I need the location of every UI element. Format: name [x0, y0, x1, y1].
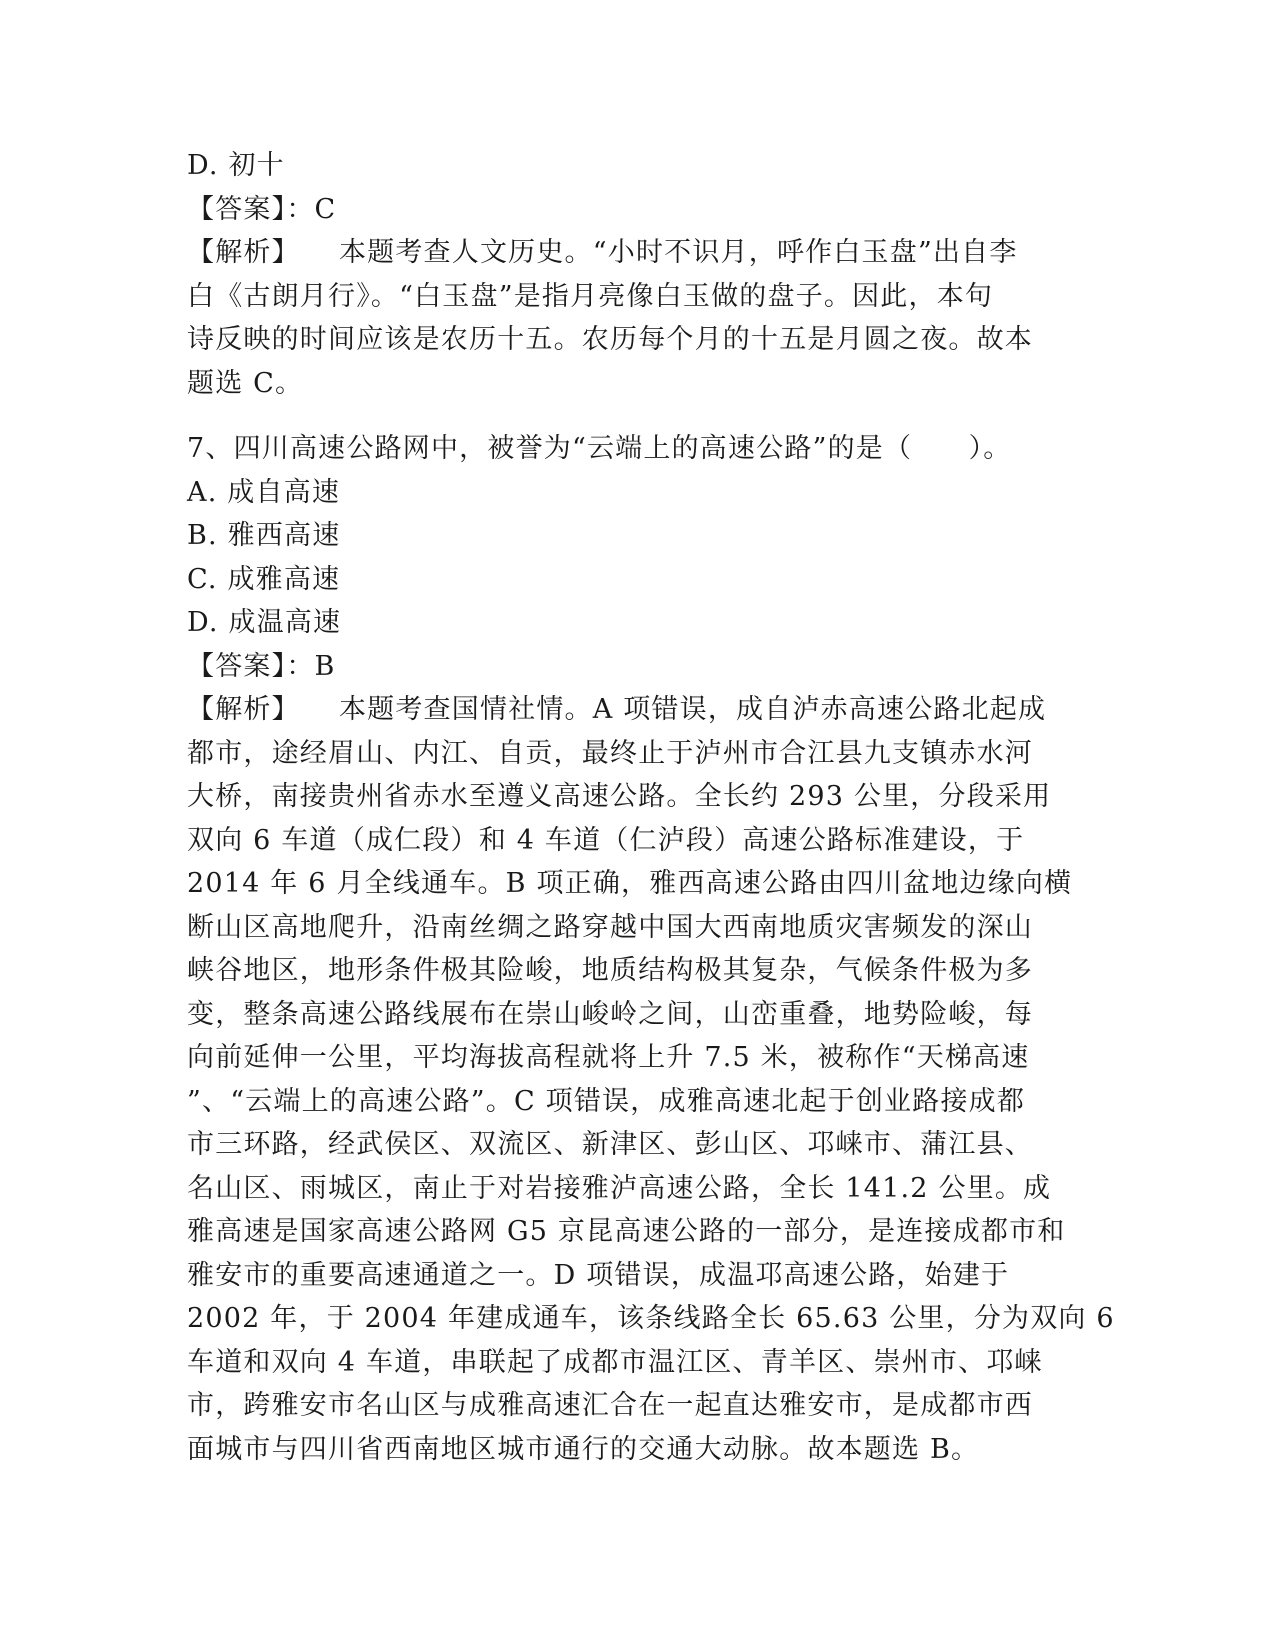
q7-analysis-line-6: 峡谷地区，地形条件极其险峻，地质结构极其复杂，气候条件极为多	[187, 955, 1033, 986]
q7-answer-value: ：B	[286, 650, 336, 682]
q7-answer	[187, 645, 1087, 689]
question-gap	[187, 405, 1087, 427]
q7-option-a: A. 成自高速	[187, 476, 341, 508]
q7-option-c: C. 成雅高速	[187, 563, 341, 595]
prev-analysis-line-0	[187, 231, 1087, 275]
prev-answer-value: ：C	[286, 193, 337, 225]
document-content	[187, 144, 1115, 1471]
q7-analysis-line-4: 2014 年 6 月全线通车。B 项正确，雅西高速公路由四川盆地边缘向横	[187, 868, 1073, 899]
q7-analysis-line-15: 车道和双向 4 车道，串联起了成都市温江区、青羊区、崇州市、邛崃	[187, 1346, 1043, 1378]
q7-analysis-line-8: 向前延伸一公里，平均海拔高程就将上升 7.5 米，被称作“天梯高速	[187, 1042, 1030, 1073]
q7-analysis-line-14: 2002 年，于 2004 年建成通车，该条线路全长 65.63 公里，分为双向 6	[187, 1303, 1115, 1334]
prev-analysis-line-2: 诗反映的时间应该是农历十五。农历每个月的十五是月圆之夜。故本	[187, 324, 1033, 355]
q7-analysis-line-0	[187, 688, 1087, 732]
prev-analysis-label: 【解析】	[187, 237, 300, 268]
prev-option-d: D. 初十	[187, 150, 285, 181]
prev-analysis-line-1: 白《古朗月行》。“白玉盘”是指月亮像白玉做的盘子。因此，本句	[187, 280, 994, 312]
q7-analysis-line-1: 都市，途经眉山、内江、自贡，最终止于泸州市合江县九支镇赤水河	[187, 737, 1033, 769]
q7-analysis-line-10: 市三环路，经武侯区、双流区、新津区、彭山区、邛崃市、蒲江县、	[187, 1129, 1033, 1160]
prev-answer-label: 【答案】	[187, 193, 287, 225]
q7-analysis-line-9: ”、“云端上的高速公路”。C 项错误，成雅高速北起于创业路接成都	[187, 1085, 1026, 1117]
q7-analysis-line-12: 雅高速是国家高速公路网 G5 京昆高速公路的一部分，是连接成都市和	[187, 1216, 1066, 1247]
q7-analysis-line-11: 名山区、雨城区，南止于对岩接雅泸高速公路，全长 141.2 公里。成	[187, 1172, 1052, 1204]
prev-analysis-line-3: 题选 C。	[187, 367, 304, 399]
q7-analysis-line-3: 双向 6 车道（成仁段）和 4 车道（仁泸段）高速公路标准建设，于	[187, 824, 1025, 856]
q7-option-d: D. 成温高速	[187, 607, 342, 638]
prev-analysis-text: 本题考查人文历史。“小时不识月，呼作白玉盘”出自李	[338, 237, 1018, 268]
q7-option-b: B. 雅西高速	[187, 520, 341, 551]
q7-analysis-line-5: 断山区高地爬升，沿南丝绸之路穿越中国大西南地质灾害频发的深山	[187, 911, 1033, 943]
q7-analysis-line-13: 雅安市的重要高速通道之一。D 项错误，成温邛高速公路，始建于	[187, 1259, 1010, 1291]
q7-analysis-label: 【解析】	[187, 694, 300, 725]
q7-answer-label: 【答案】	[187, 650, 287, 682]
q7-analysis-line-17: 面城市与四川省西南地区城市通行的交通大动脉。故本题选 B。	[187, 1433, 980, 1465]
q7-stem: 7、四川高速公路网中，被誉为“云端上的高速公路”的是（ ）。	[187, 433, 1012, 464]
q7-analysis-line-16: 市，跨雅安市名山区与成雅高速汇合在一起直达雅安市，是成都市西	[187, 1390, 1033, 1421]
q7-analysis-text: 本题考查国情社情。A 项错误，成自泸赤高速公路北起成	[338, 694, 1047, 725]
q7-analysis-line-7: 变，整条高速公路线展布在崇山峻岭之间，山峦重叠，地势险峻，每	[187, 998, 1033, 1030]
q7-analysis-line-2: 大桥，南接贵州省赤水至遵义高速公路。全长约 293 公里，分段采用	[187, 781, 1052, 812]
prev-answer	[187, 188, 1087, 232]
